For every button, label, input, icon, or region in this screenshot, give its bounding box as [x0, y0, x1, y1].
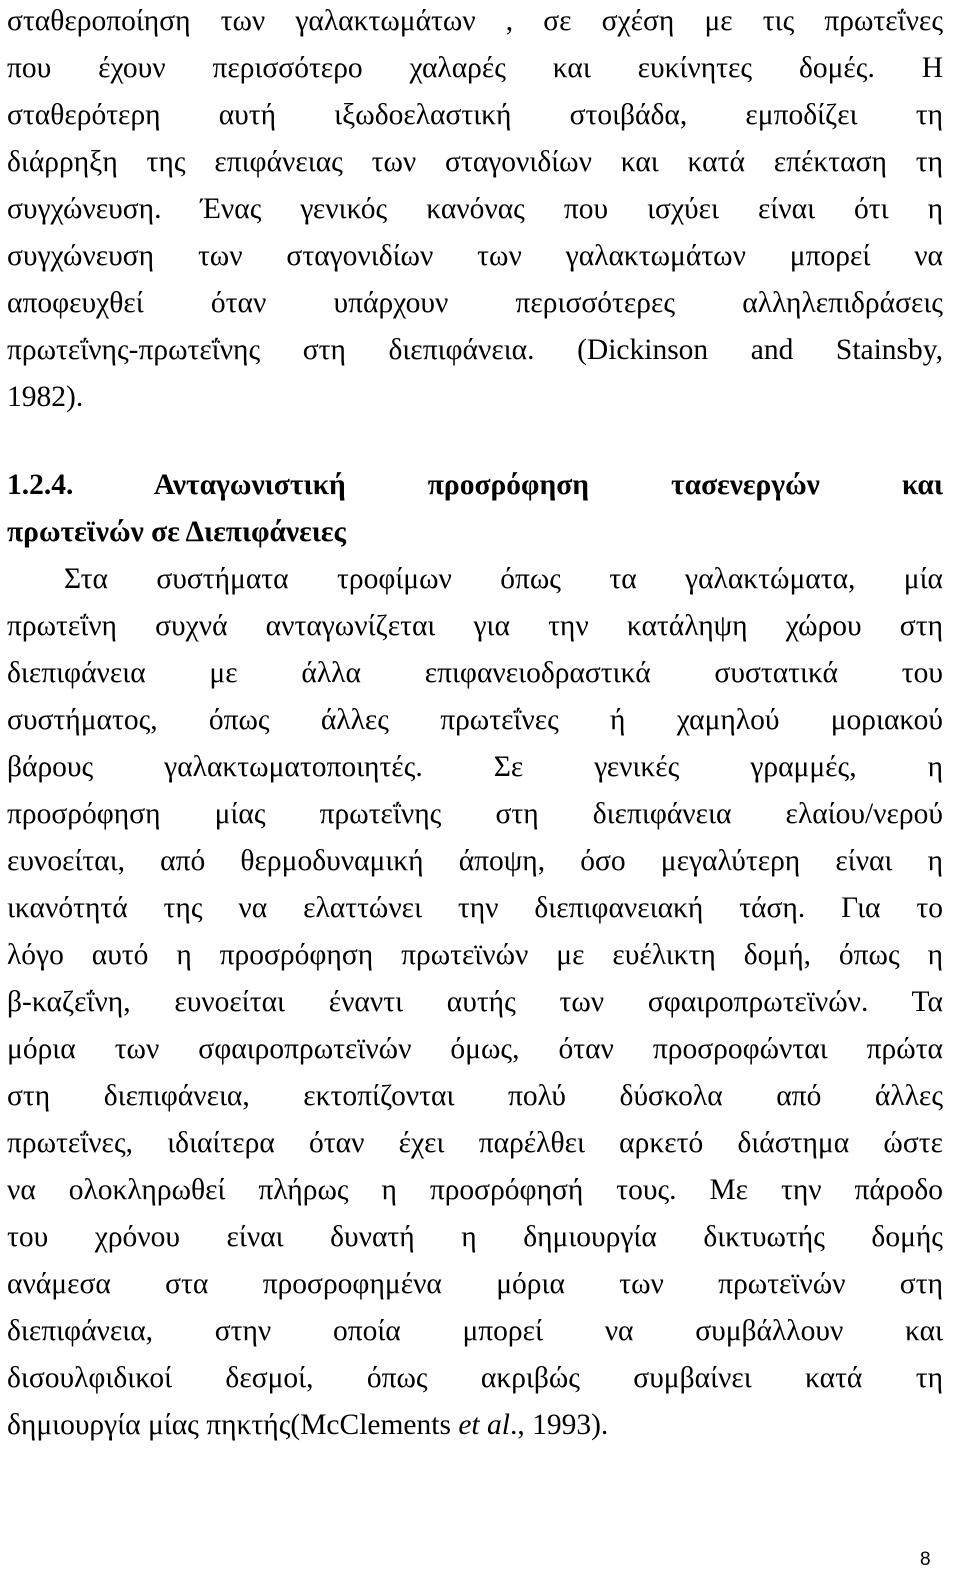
text-line: συστήματος, όπως άλλες πρωτεΐνες ή χαμηλού μοριακού [7, 704, 943, 736]
text-line: πρωτεΐνης-πρωτεΐνης στη διεπιφάνεια. (Dickinson and Stainsby, [7, 334, 943, 366]
paragraph-continued [7, 0, 943, 421]
text-line: πρωτεΐνες, ιδιαίτερα όταν έχει παρέλθει αρκετό διάστημα ώστε [7, 1127, 943, 1159]
section-heading [7, 462, 943, 556]
text-line: αποφευχθεί όταν υπάρχουν περισσότερες αλληλεπιδράσεις [7, 287, 943, 319]
text-line-citation [7, 1402, 943, 1449]
text-line: λόγο αυτό η προσρόφηση πρωτεϊνών με ευέλικτη δομή, όπως η [7, 939, 943, 971]
heading-line: πρωτεϊνών σε Διεπιφάνειες [7, 516, 346, 548]
text-line: διεπιφάνεια, στην οποία μπορεί να συμβάλλουν και [7, 1315, 943, 1347]
text-line: συγχώνευση των σταγονιδίων των γαλακτωμάτων μπορεί να [7, 240, 943, 272]
text-line: Στα συστήματα τροφίμων όπως τα γαλακτώματα, μία [64, 563, 943, 595]
citation-text: δημιουργία μίας πηκτής(McClements [7, 1409, 459, 1441]
section-paragraph [7, 556, 943, 1449]
text-line: διάρρηξη της επιφάνειας των σταγονιδίων και κατά επέκταση τη [7, 146, 943, 178]
text-line: συγχώνευση. Ένας γενικός κανόνας που ισχύει είναι ότι η [7, 193, 943, 225]
page-number: 8 [920, 1549, 931, 1570]
text-line: β-καζεΐνη, ευνοείται έναντι αυτής των σφαιροπρωτεϊνών. Τα [7, 986, 943, 1018]
text-line: βάρους γαλακτωματοποιητές. Σε γενικές γραμμές, η [7, 751, 943, 783]
text-line: μόρια των σφαιροπρωτεϊνών όμως, όταν προσροφώνται πρώτα [7, 1033, 943, 1065]
text-line: πρωτεΐνη συχνά ανταγωνίζεται για την κατάληψη χώρου στη [7, 610, 943, 642]
text-line: σταθεροποίηση των γαλακτωμάτων , σε σχέση με τις πρωτεΐνες [7, 5, 943, 37]
text-line: σταθερότερη αυτή ιξωδοελαστική στοιβάδα, εμποδίζει τη [7, 99, 943, 131]
text-line: που έχουν περισσότερο χαλαρές και ευκίνητες δομές. Η [7, 52, 943, 84]
text-line: προσρόφηση μίας πρωτεΐνης στη διεπιφάνεια ελαίου/νερού [7, 798, 943, 830]
text-line: διεπιφάνεια με άλλα επιφανειοδραστικά συστατικά του [7, 657, 943, 689]
text-line: στη διεπιφάνεια, εκτοπίζονται πολύ δύσκολα από άλλες [7, 1080, 943, 1112]
text-line: ευνοείται, από θερμοδυναμική άποψη, όσο μεγαλύτερη είναι η [7, 845, 943, 877]
text-line: του χρόνου είναι δυνατή η δημιουργία δικτυωτής δομής [7, 1221, 943, 1253]
citation-year: ., 1993). [509, 1409, 609, 1441]
text-line: ικανότητά της να ελαττώνει την διεπιφανειακή τάση. Για το [7, 892, 943, 924]
heading-line: 1.2.4. Ανταγωνιστική προσρόφηση τασενεργών και [7, 469, 943, 501]
text-line: 1982). [7, 381, 84, 413]
text-line: να ολοκληρωθεί πλήρως η προσρόφησή τους. Με την πάροδο [7, 1174, 943, 1206]
citation-et-al: et al [458, 1409, 510, 1441]
text-line: ανάμεσα στα προσροφημένα μόρια των πρωτεϊνών στη [7, 1268, 943, 1300]
text-line: δισουλφιδικοί δεσμοί, όπως ακριβώς συμβαίνει κατά τη [7, 1362, 943, 1394]
